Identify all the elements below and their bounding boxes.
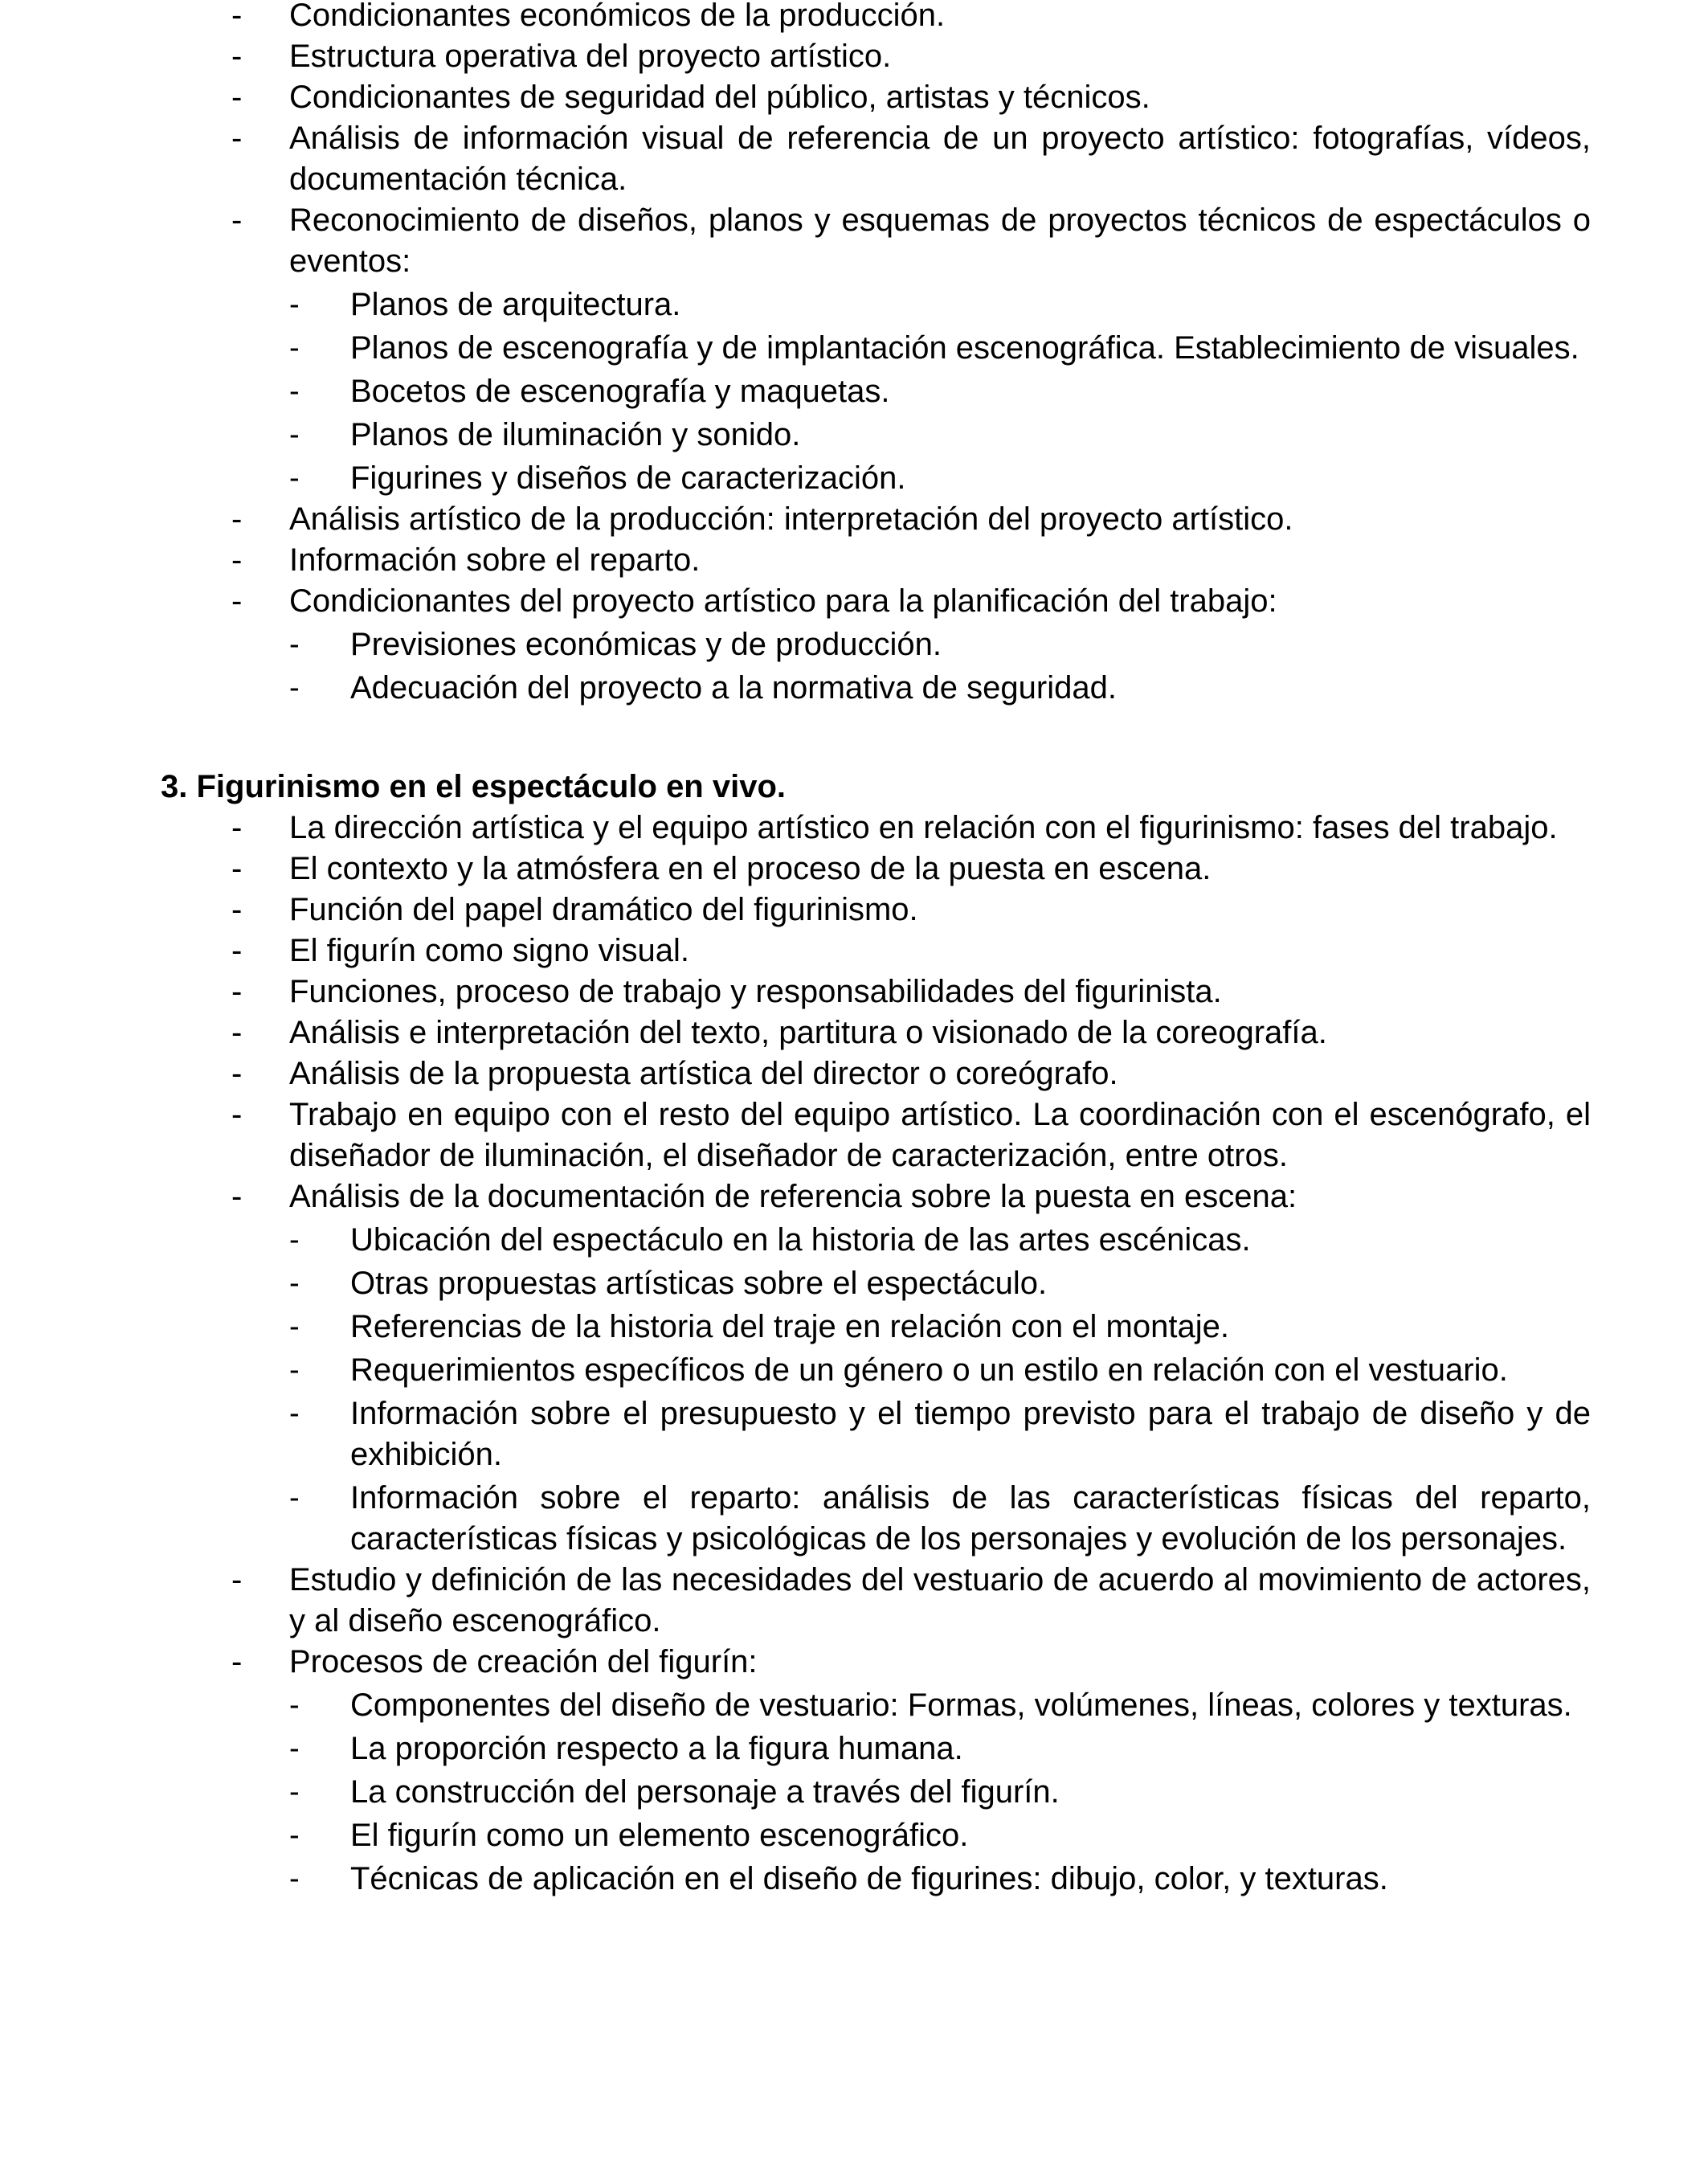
bullet-dash: - — [289, 331, 300, 365]
list-item-text: Análisis de información visual de referencia de un proyecto artístico: fotografías, vídeos, documentación técnica. — [289, 121, 1591, 197]
list-item-text: Figurines y diseños de caracterización. — [350, 460, 906, 496]
bullet-dash: - — [231, 1015, 243, 1050]
list-item-text: Análisis de la propuesta artística del director o coreógrafo. — [289, 1056, 1118, 1091]
sub-list-item — [289, 1859, 1591, 1900]
sub-list-item — [289, 624, 1591, 665]
sub-list-item — [289, 458, 1591, 499]
bullet-dash: - — [289, 1481, 300, 1515]
list-item-text: Reconocimiento de diseños, planos y esquemas de proyectos técnicos de espectáculos o eventos: — [289, 202, 1591, 279]
list-item-text: Condicionantes de seguridad del público, artistas y técnicos. — [289, 80, 1150, 115]
previous-section-list — [0, 0, 1708, 709]
list-item-text: La proporción respecto a la figura humana. — [350, 1731, 963, 1766]
bullet-dash: - — [289, 461, 300, 495]
sub-list-item — [289, 371, 1591, 412]
sub-list-item — [289, 1393, 1591, 1475]
sub-list-item — [289, 1728, 1591, 1769]
list-item-text: Funciones, proceso de trabajo y responsabilidades del figurinista. — [289, 974, 1222, 1009]
list-item — [231, 1094, 1591, 1176]
list-item-text: Componentes del diseño de vestuario: Formas, volúmenes, líneas, colores y texturas. — [350, 1687, 1572, 1723]
bullet-dash: - — [289, 1266, 300, 1300]
bullet-dash: - — [231, 0, 243, 33]
list-item — [231, 200, 1591, 282]
sub-list-item — [289, 328, 1591, 369]
list-item — [231, 581, 1591, 622]
bullet-dash: - — [289, 1310, 300, 1344]
list-item-text: Información sobre el reparto. — [289, 542, 701, 578]
list-item — [231, 1642, 1591, 1683]
list-item-text: Información sobre el presupuesto y el tiempo previsto para el trabajo de diseño y de exhibición. — [350, 1396, 1591, 1472]
list-item-text: Adecuación del proyecto a la normativa de seguridad. — [350, 670, 1117, 706]
list-item-text: Planos de iluminación y sonido. — [350, 417, 801, 452]
list-item — [231, 1176, 1591, 1217]
list-item-text: La construcción del personaje a través del figurín. — [350, 1774, 1060, 1810]
list-item — [231, 1053, 1591, 1094]
bullet-dash: - — [289, 288, 300, 321]
sub-list-item — [289, 415, 1591, 456]
sub-list-item — [289, 668, 1591, 709]
bullet-dash: - — [231, 583, 243, 619]
bullet-dash: - — [289, 1397, 300, 1430]
list-item — [231, 931, 1591, 972]
list-item — [231, 1012, 1591, 1053]
list-item-text: Otras propuestas artísticas sobre el espectáculo. — [350, 1266, 1048, 1301]
list-item-text: Técnicas de aplicación en el diseño de figurines: dibujo, color, y texturas. — [350, 1861, 1388, 1896]
list-item-text: Condicionantes económicos de la producción. — [289, 0, 946, 33]
bullet-dash: - — [289, 418, 300, 452]
bullet-dash: - — [231, 1179, 243, 1214]
bullet-dash: - — [231, 80, 243, 115]
list-item-text: Ubicación del espectáculo en la historia de las artes escénicas. — [350, 1222, 1251, 1258]
bullet-dash: - — [231, 121, 243, 156]
list-item — [231, 77, 1591, 118]
list-item-text: Información sobre el reparto: análisis de las características físicas del reparto, características físicas y psicológicas de los personajes y evolución de los personajes. — [350, 1480, 1591, 1557]
list-item — [231, 540, 1591, 581]
list-item-text: Función del papel dramático del figurinismo. — [289, 892, 918, 927]
list-item-text: Procesos de creación del figurín: — [289, 1644, 758, 1679]
bullet-dash: - — [231, 810, 243, 845]
list-item-text: Requerimientos específicos de un género o un estilo en relación con el vestuario. — [350, 1352, 1508, 1388]
list-item-text: Trabajo en equipo con el resto del equipo artístico. La coordinación con el escenógrafo, el diseñador de iluminación, el diseñador de caracterización, entre otros. — [289, 1097, 1591, 1173]
bullet-dash: - — [231, 39, 243, 74]
list-item-text: Planos de arquitectura. — [350, 287, 681, 322]
bullet-dash: - — [289, 1862, 300, 1896]
list-item — [231, 972, 1591, 1012]
list-item-text: Referencias de la historia del traje en relación con el montaje. — [350, 1309, 1229, 1344]
bullet-dash: - — [289, 1353, 300, 1387]
sub-list-item — [289, 1815, 1591, 1856]
bullet-dash: - — [231, 202, 243, 238]
list-item-text: El contexto y la atmósfera en el proceso de la puesta en escena. — [289, 851, 1212, 886]
bullet-dash: - — [289, 628, 300, 661]
bullet-dash: - — [289, 1688, 300, 1722]
bullet-dash: - — [289, 374, 300, 408]
list-item-text: El figurín como un elemento escenográfico. — [350, 1818, 969, 1853]
sub-list-item — [289, 1685, 1591, 1726]
bullet-dash: - — [231, 542, 243, 578]
list-item-text: Estructura operativa del proyecto artístico. — [289, 39, 892, 74]
list-item-text: Estudio y definición de las necesidades del vestuario de acuerdo al movimiento de actores, y al diseño escenográfico. — [289, 1562, 1591, 1638]
list-item-text: Condicionantes del proyecto artístico para la planificación del trabajo: — [289, 583, 1277, 619]
list-item-text: Análisis e interpretación del texto, partitura o visionado de la coreografía. — [289, 1015, 1327, 1050]
list-item-text: Análisis de la documentación de referencia sobre la puesta en escena: — [289, 1179, 1297, 1214]
sub-list-item — [289, 284, 1591, 325]
sub-list-item — [289, 1263, 1591, 1304]
list-item-text: La dirección artística y el equipo artístico en relación con el figurinismo: fases del trabajo. — [289, 810, 1558, 845]
bullet-dash: - — [289, 1775, 300, 1809]
list-item-text: Planos de escenografía y de implantación escenográfica. Establecimiento de visuales. — [350, 330, 1579, 366]
bullet-dash: - — [231, 1097, 243, 1132]
list-item-text: El figurín como signo visual. — [289, 933, 690, 968]
bullet-dash: - — [289, 671, 300, 705]
bullet-dash: - — [231, 501, 243, 537]
bullet-dash: - — [231, 974, 243, 1009]
sub-list-item — [289, 1307, 1591, 1348]
section-3-list — [0, 808, 1708, 1900]
list-item-text: Bocetos de escenografía y maquetas. — [350, 374, 890, 409]
sub-list-item — [289, 1350, 1591, 1391]
list-item — [231, 499, 1591, 540]
list-item — [231, 890, 1591, 931]
bullet-dash: - — [231, 933, 243, 968]
list-item-text: Previsiones económicas y de producción. — [350, 627, 942, 662]
bullet-dash: - — [231, 851, 243, 886]
list-item — [231, 118, 1591, 200]
bullet-dash: - — [231, 1056, 243, 1091]
sub-list-item — [289, 1478, 1591, 1560]
list-item — [231, 1560, 1591, 1642]
bullet-dash: - — [231, 1644, 243, 1679]
bullet-dash: - — [289, 1223, 300, 1257]
list-item — [231, 0, 1591, 36]
list-item — [231, 808, 1591, 849]
bullet-dash: - — [289, 1732, 300, 1765]
bullet-dash: - — [289, 1818, 300, 1852]
list-item-text: Análisis artístico de la producción: interpretación del proyecto artístico. — [289, 501, 1293, 537]
list-item — [231, 36, 1591, 77]
bullet-dash: - — [231, 1562, 243, 1597]
section-heading: 3. Figurinismo en el espectáculo en vivo. — [161, 769, 787, 804]
list-item — [231, 849, 1591, 890]
sub-list-item — [289, 1772, 1591, 1813]
sub-list-item — [289, 1220, 1591, 1261]
bullet-dash: - — [231, 892, 243, 927]
